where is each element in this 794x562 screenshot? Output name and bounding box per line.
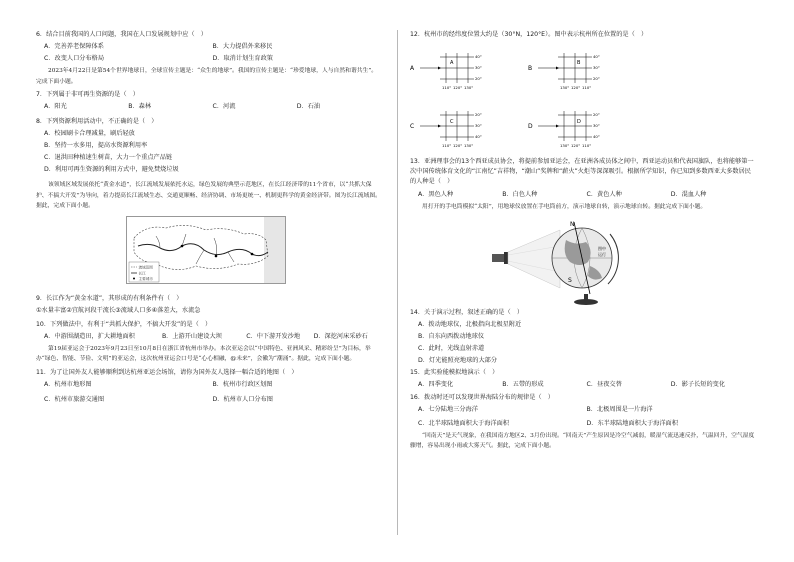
svg-text:20°: 20°	[593, 112, 600, 117]
option-8d[interactable]: D．利用可再生资源的利用方式中，避免焚烧垃圾	[44, 166, 179, 173]
question-13-options	[418, 190, 755, 199]
svg-text:30°: 30°	[593, 65, 600, 70]
option-6b[interactable]: B．大力提倡外来移民	[212, 43, 273, 50]
svg-text:110°: 110°	[582, 85, 592, 90]
option-7b[interactable]: B．森林	[128, 103, 152, 110]
option-10b[interactable]: B．上游开山建设大坝	[161, 332, 222, 340]
passage-yangtze: 该领域区域发展依托“黄金水道”，长江流域发展依托水运，绿色发展的典型示范地区，在长江经济带的11个省市，以“共抓大保护、不搞大开发”为导向，着力提高长江流域生态、交通更顺畅、经济协调、市场更统一、机制更科学的黄金经济带。图为长江流域图。据此，完成下面小题。	[36, 182, 381, 209]
legend-basin: 流域范围	[138, 265, 153, 269]
yangtze-map-figure	[126, 216, 286, 284]
option-8c[interactable]: C．退洪田种植速生树苗，大力一个重点产品链	[44, 154, 173, 161]
svg-text:30°: 30°	[475, 65, 482, 70]
passage-huinantian: “回南天”是天气现象，在我国南方地区2、3月份出现。“回南天”产生原因是冷空气减弱，暖湿气流迅速反扑，气温回升，空气湿度骤增，容易出现小雨或大雾天气。据此，完成下面小题。	[410, 432, 755, 449]
globe-illustration	[490, 216, 630, 306]
passage-globe: 用打开的手电筒模拟“太阳”，用地球仪放置在手电筒前方，演示地球自转，演示地球自转。据此完成下面小题。	[422, 204, 707, 210]
question-16-options	[418, 405, 755, 428]
right-column	[410, 30, 755, 455]
svg-text:130°: 130°	[560, 143, 570, 148]
column-divider	[397, 30, 398, 535]
svg-text:A: A	[410, 65, 415, 72]
svg-text:120°: 120°	[453, 85, 463, 90]
option-15b[interactable]: B．五带的形成	[502, 380, 544, 388]
svg-text:D: D	[577, 119, 581, 125]
question-9-stem: 9．长江作为“黄金水道”，其形成的有利条件有（ ）	[36, 294, 183, 302]
question-14-options	[418, 320, 755, 368]
svg-text:B: B	[577, 60, 581, 66]
svg-text:D: D	[528, 123, 533, 130]
question-7-stem: 7．下列属于非可再生资源的是（ ）	[36, 91, 139, 98]
svg-text:40°: 40°	[475, 134, 482, 139]
option-8a[interactable]: A．校园刷卡合理减量，刷后轻放	[44, 130, 135, 137]
svg-text:图中: 图中	[598, 245, 606, 251]
grid-figure	[410, 43, 750, 153]
option-11b[interactable]: B．杭州市行政区划图	[212, 380, 273, 388]
svg-text:110°: 110°	[442, 143, 452, 148]
option-10c[interactable]: C．中下游开发沙地	[246, 332, 301, 340]
question-6-options	[44, 42, 381, 63]
svg-text:40°: 40°	[593, 54, 600, 59]
question-10-options	[44, 332, 381, 341]
svg-text:C: C	[410, 123, 415, 130]
passage-asian-games: 第19届亚运会于2023年9月23日至10月8日在浙江省杭州市举办。本次亚运会以“中国特色、亚洲风采、精彩纷呈”为目标，举办“绿色、智能、节俭、文明”的亚运会，这次杭州亚运会口号是“心心相融，@未来”，会徽为“潮涌”。据此，完成下面小题。	[36, 345, 371, 362]
option-6d[interactable]: D．取消计划生育政策	[212, 55, 273, 62]
question-14-stem: 14．关于演示过程，叙述正确的是（ ）	[410, 308, 524, 316]
question-10-stem: 10．下列做法中，有利于“共抓大保护，不搞大开发”的是（ ）	[36, 320, 212, 328]
svg-text:120°: 120°	[571, 143, 581, 148]
option-15d[interactable]: D．影子长短的变化	[670, 380, 726, 388]
option-11c[interactable]: C．杭州市旅游交通图	[44, 395, 105, 403]
option-7d[interactable]: D．石油	[296, 103, 321, 110]
globe-figure	[490, 216, 630, 306]
option-14b[interactable]: B．自东向西拨动地球仪	[418, 332, 485, 340]
option-8b[interactable]: B．坚持一水多用，提高水资源利用率	[44, 142, 148, 149]
question-6-stem: 6．结合目前我国的人口问题，我国在人口发展规划中应（ ）	[36, 31, 207, 38]
option-16b[interactable]: B．北极周围是一片海洋	[586, 405, 653, 413]
svg-text:30°: 30°	[593, 123, 600, 128]
legend-city: 主要城市	[138, 276, 153, 281]
option-9-statements: ①水量丰富②宜航河段干流长③流域人口多④落差大，水流急	[36, 306, 201, 314]
passage-earth-day: 2023年4月22日是第54个世界地球日，全球宣传主题是：“众生的地球”。我国的宣传主题是：“珍爱地球，人与自然和谐共生”。完成下面小题。	[36, 68, 378, 85]
svg-text:110°: 110°	[442, 85, 452, 90]
question-8-stem: 8．下列资源利用活动中，不正确的是（ ）	[36, 118, 158, 125]
question-16-stem: 16．拨动时还可以发现世界海陆分布的规律是（ ）	[410, 393, 554, 401]
svg-text:N: N	[570, 220, 575, 228]
svg-text:40°: 40°	[475, 54, 482, 59]
option-16a[interactable]: A．七分陆地三分海洋	[418, 405, 478, 413]
option-13d[interactable]: D．混血人种	[670, 191, 707, 198]
yangtze-map	[126, 216, 286, 284]
option-16c[interactable]: C．北半球陆地面积大于海洋面积	[418, 419, 509, 427]
left-column	[36, 30, 381, 404]
grid-d[interactable]	[528, 111, 600, 148]
flashlight-icon	[492, 254, 504, 262]
option-15a[interactable]: A．四季变化	[418, 380, 454, 388]
svg-text:30°: 30°	[475, 123, 482, 128]
legend-river: 长江	[138, 271, 146, 275]
option-14a[interactable]: A．拨动地球仪，北极指向北极星附近	[418, 320, 522, 328]
question-12-stem: 12．杭州市的经纬度位置大约是（30°N，120°E）。图中表示杭州所在位置的是（ ）	[410, 31, 648, 38]
grid-b[interactable]	[528, 53, 600, 90]
option-11a[interactable]: A．杭州市地形图	[44, 380, 92, 388]
option-6c[interactable]: C．改变人口分布格局	[44, 55, 105, 62]
svg-text:110°: 110°	[582, 143, 592, 148]
svg-text:A: A	[450, 60, 454, 66]
svg-text:S: S	[568, 276, 572, 284]
svg-text:20°: 20°	[593, 76, 600, 81]
option-15c[interactable]: C．昼夜交替	[586, 380, 622, 388]
svg-text:C: C	[450, 119, 454, 125]
svg-text:B: B	[528, 65, 533, 72]
svg-text:20°: 20°	[475, 112, 482, 117]
option-14d[interactable]: D．灯光能照亮地球的大部分	[418, 356, 498, 364]
question-13-stem: 13．亚洲理事会的13个西亚成员协会，将提前参加亚运会，在亚洲各成员体之间中，西亚运动员和代表国旗队，也将能够第一次中国传统体育文化的“江南忆”吉祥物，“潮山”奖牌和“薪火”火炬等深深吸引。根据所学知识，你已知到多数西亚大多数居民的人种是（ ）	[410, 158, 754, 185]
option-10a[interactable]: A．中游围湖造田，扩大耕地面积	[44, 332, 135, 340]
question-8-options	[44, 129, 381, 177]
svg-text:130°: 130°	[464, 143, 474, 148]
question-15-stem: 15．此实验能模拟地演示（ ）	[410, 368, 499, 376]
svg-text:20°: 20°	[475, 76, 482, 81]
option-6a[interactable]: A．完善养老保障体系	[44, 43, 104, 50]
question-11-stem: 11．为了让国外友人能够顺利到达杭州亚运会场馆，请你为国外友人选择一幅合适的地图（ ）	[36, 368, 298, 376]
svg-text:130°: 130°	[464, 85, 474, 90]
grid-c[interactable]	[410, 111, 482, 148]
option-11d[interactable]: D．杭州市人口分布图	[212, 395, 273, 403]
grid-a[interactable]	[410, 53, 482, 90]
question-7-options	[44, 102, 381, 111]
svg-text:130°: 130°	[560, 85, 570, 90]
option-13b[interactable]: B．白色人种	[502, 191, 538, 198]
option-13a[interactable]: A．黑色人种	[418, 191, 454, 198]
svg-text:运行: 运行	[598, 251, 606, 257]
svg-text:120°: 120°	[453, 143, 463, 148]
question-15-options	[418, 380, 755, 389]
svg-text:120°: 120°	[571, 85, 581, 90]
option-7a[interactable]: A．阳光	[44, 103, 67, 110]
option-7c[interactable]: C．河流	[212, 103, 236, 110]
option-13c[interactable]: C．黄色人种	[586, 191, 622, 198]
lat-lon-grids	[410, 43, 750, 153]
question-9-options	[36, 306, 381, 318]
option-16d[interactable]: D．东半球陆地面积大于海洋面积	[586, 419, 678, 427]
option-14c[interactable]: C．此时，光线直射赤道	[418, 344, 485, 352]
svg-text:40°: 40°	[593, 134, 600, 139]
option-10d[interactable]: D．深挖河床采砂石	[313, 332, 368, 340]
question-11-options	[44, 380, 381, 404]
